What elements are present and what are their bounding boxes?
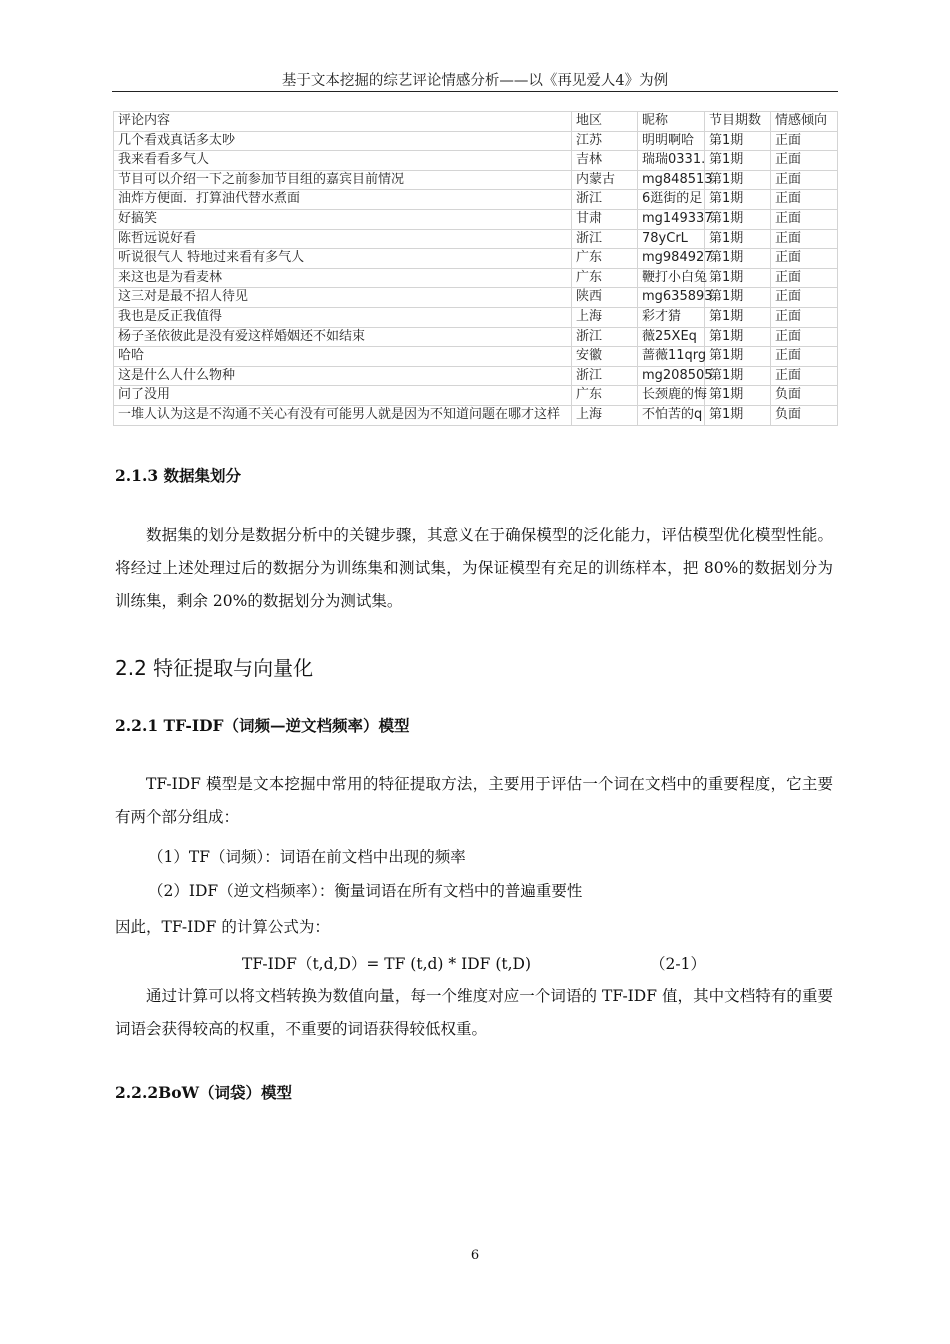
episode-cell: 第1期 — [705, 268, 771, 288]
nickname-cell: 薇25XEq — [638, 327, 705, 347]
region-cell: 江苏 — [572, 131, 638, 151]
tfidf-intro-paragraph: TF-IDF 模型是文本挖掘中常用的特征提取方法，主要用于评估一个词在文档中的重要程度，它主要有两个部分组成： — [115, 775, 833, 826]
sentiment-cell: 正面 — [771, 268, 838, 288]
comment-cell: 这三对是最不招人待见 — [114, 288, 572, 308]
region-cell: 浙江 — [572, 327, 638, 347]
page-number: 6 — [470, 1248, 480, 1263]
comment-cell: 陈哲远说好看 — [114, 229, 572, 249]
section-2-1-3-paragraph: 数据集的划分是数据分析中的关键步骤，其意义在于确保模型的泛化能力，评估模型优化模型性能。将经过上述处理过后的数据分为训练集和测试集，为保证模型有充足的训练样本，把 80%的数据划分为训练集，剩余 20%的数据划分为测试集。 — [115, 526, 833, 610]
episode-cell: 第1期 — [705, 327, 771, 347]
episode-cell: 第1期 — [705, 288, 771, 308]
header-rule — [112, 91, 838, 92]
tfidf-conclusion-paragraph: 通过计算可以将文档转换为数值向量，每一个维度对应一个词语的 TF-IDF 值，其中文档特有的重要词语会获得较高的权重，不重要的词语获得较低权重。 — [115, 987, 833, 1038]
nickname-cell: 彩才猜 — [638, 307, 705, 327]
table-row — [114, 170, 838, 190]
episode-cell: 第1期 — [705, 249, 771, 269]
sentiment-cell: 正面 — [771, 327, 838, 347]
region-cell: 安徽 — [572, 347, 638, 367]
table-row — [114, 209, 838, 229]
tfidf-formula: TF-IDF（t,d,D）= TF (t,d) * IDF (t,D) — [242, 955, 531, 973]
sentiment-cell: 负面 — [771, 405, 838, 425]
episode-cell: 第1期 — [705, 209, 771, 229]
region-cell: 上海 — [572, 405, 638, 425]
comment-cell: 节目可以介绍一下之前参加节目组的嘉宾目前情况 — [114, 170, 572, 190]
episode-cell: 第1期 — [705, 307, 771, 327]
table-row — [114, 288, 838, 308]
region-cell: 广东 — [572, 386, 638, 406]
table-row — [114, 249, 838, 269]
region-cell: 陕西 — [572, 288, 638, 308]
column-header: 情感倾向 — [771, 112, 838, 132]
episode-cell: 第1期 — [705, 366, 771, 386]
nickname-cell: mg208505 — [638, 366, 705, 386]
region-cell: 甘肃 — [572, 209, 638, 229]
nickname-cell: 瑞瑞0331. — [638, 151, 705, 171]
sentiment-cell: 正面 — [771, 307, 838, 327]
nickname-cell: 鞭打小白兔 — [638, 268, 705, 288]
table-row — [114, 405, 838, 425]
sentiment-cell: 负面 — [771, 386, 838, 406]
region-cell: 浙江 — [572, 366, 638, 386]
table-header-row — [114, 112, 838, 132]
nickname-cell: mg848513 — [638, 170, 705, 190]
nickname-cell: 蔷薇11qrg — [638, 347, 705, 367]
section-2-1-3-heading: 2.1.3 数据集划分 — [115, 466, 242, 485]
nickname-cell: 明明啊哈 — [638, 131, 705, 151]
sentiment-cell: 正面 — [771, 131, 838, 151]
comment-cell: 几个看戏真话多太吵 — [114, 131, 572, 151]
table-row — [114, 307, 838, 327]
comment-cell: 听说很气人 特地过来看有多气人 — [114, 249, 572, 269]
region-cell: 内蒙古 — [572, 170, 638, 190]
episode-cell: 第1期 — [705, 170, 771, 190]
comment-cell: 问了没用 — [114, 386, 572, 406]
comment-data-table — [113, 111, 838, 426]
region-cell: 吉林 — [572, 151, 638, 171]
comment-cell: 这是什么人什么物种 — [114, 366, 572, 386]
comment-cell: 好搞笑 — [114, 209, 572, 229]
column-header: 地区 — [572, 112, 638, 132]
sentiment-cell: 正面 — [771, 288, 838, 308]
region-cell: 上海 — [572, 307, 638, 327]
running-header: 基于文本挖掘的综艺评论情感分析——以《再见爱人4》为例 — [281, 73, 669, 89]
nickname-cell: mg149337 — [638, 209, 705, 229]
comment-cell: 我来看看多气人 — [114, 151, 572, 171]
column-header: 评论内容 — [114, 112, 572, 132]
formula-intro-text: 因此，TF-IDF 的计算公式为： — [115, 918, 330, 936]
table-row — [114, 131, 838, 151]
nickname-cell: mg984927 — [638, 249, 705, 269]
section-2-2-heading: 2.2 特征提取与向量化 — [115, 656, 314, 680]
comment-cell: 来这也是为看麦林 — [114, 268, 572, 288]
table-row — [114, 386, 838, 406]
sentiment-cell: 正面 — [771, 347, 838, 367]
table-row — [114, 229, 838, 249]
column-header: 昵称 — [638, 112, 705, 132]
sentiment-cell: 正面 — [771, 151, 838, 171]
comment-cell: 一堆人认为这是不沟通不关心有没有可能男人就是因为不知道问题在哪才这样 — [114, 405, 572, 425]
sentiment-cell: 正面 — [771, 190, 838, 210]
episode-cell: 第1期 — [705, 190, 771, 210]
nickname-cell: 6逛街的足 — [638, 190, 705, 210]
comment-cell: 哈哈 — [114, 347, 572, 367]
sentiment-cell: 正面 — [771, 366, 838, 386]
idf-definition-item: （2）IDF（逆文档频率）：衡量词语在所有文档中的普遍重要性 — [148, 882, 583, 900]
column-header: 节目期数 — [705, 112, 771, 132]
region-cell: 浙江 — [572, 190, 638, 210]
table-row — [114, 347, 838, 367]
comment-cell: 我也是反正我值得 — [114, 307, 572, 327]
sentiment-cell: 正面 — [771, 249, 838, 269]
sentiment-cell: 正面 — [771, 209, 838, 229]
table-row — [114, 366, 838, 386]
comment-cell: 杨子圣依彼此是没有爱这样婚姻还不如结束 — [114, 327, 572, 347]
region-cell: 广东 — [572, 268, 638, 288]
formula-number: （2-1） — [650, 955, 706, 973]
region-cell: 浙江 — [572, 229, 638, 249]
nickname-cell: mg635893 — [638, 288, 705, 308]
section-2-2-2-heading: 2.2.2BoW（词袋）模型 — [115, 1083, 292, 1102]
episode-cell: 第1期 — [705, 131, 771, 151]
nickname-cell: 长颈鹿的悔 — [638, 386, 705, 406]
tf-definition-item: （1）TF（词频）：词语在前文档中出现的频率 — [148, 848, 466, 866]
episode-cell: 第1期 — [705, 386, 771, 406]
episode-cell: 第1期 — [705, 229, 771, 249]
episode-cell: 第1期 — [705, 405, 771, 425]
section-2-2-1-heading: 2.2.1 TF-IDF（词频—逆文档频率）模型 — [115, 716, 410, 735]
episode-cell: 第1期 — [705, 151, 771, 171]
table-row — [114, 268, 838, 288]
table-row — [114, 151, 838, 171]
table-row — [114, 190, 838, 210]
episode-cell: 第1期 — [705, 347, 771, 367]
nickname-cell: 78yCrL — [638, 229, 705, 249]
table-row — [114, 327, 838, 347]
sentiment-cell: 正面 — [771, 229, 838, 249]
comment-cell: 油炸方便面．打算油代替水煮面 — [114, 190, 572, 210]
sentiment-cell: 正面 — [771, 170, 838, 190]
nickname-cell: 不怕苦的q — [638, 405, 705, 425]
region-cell: 广东 — [572, 249, 638, 269]
